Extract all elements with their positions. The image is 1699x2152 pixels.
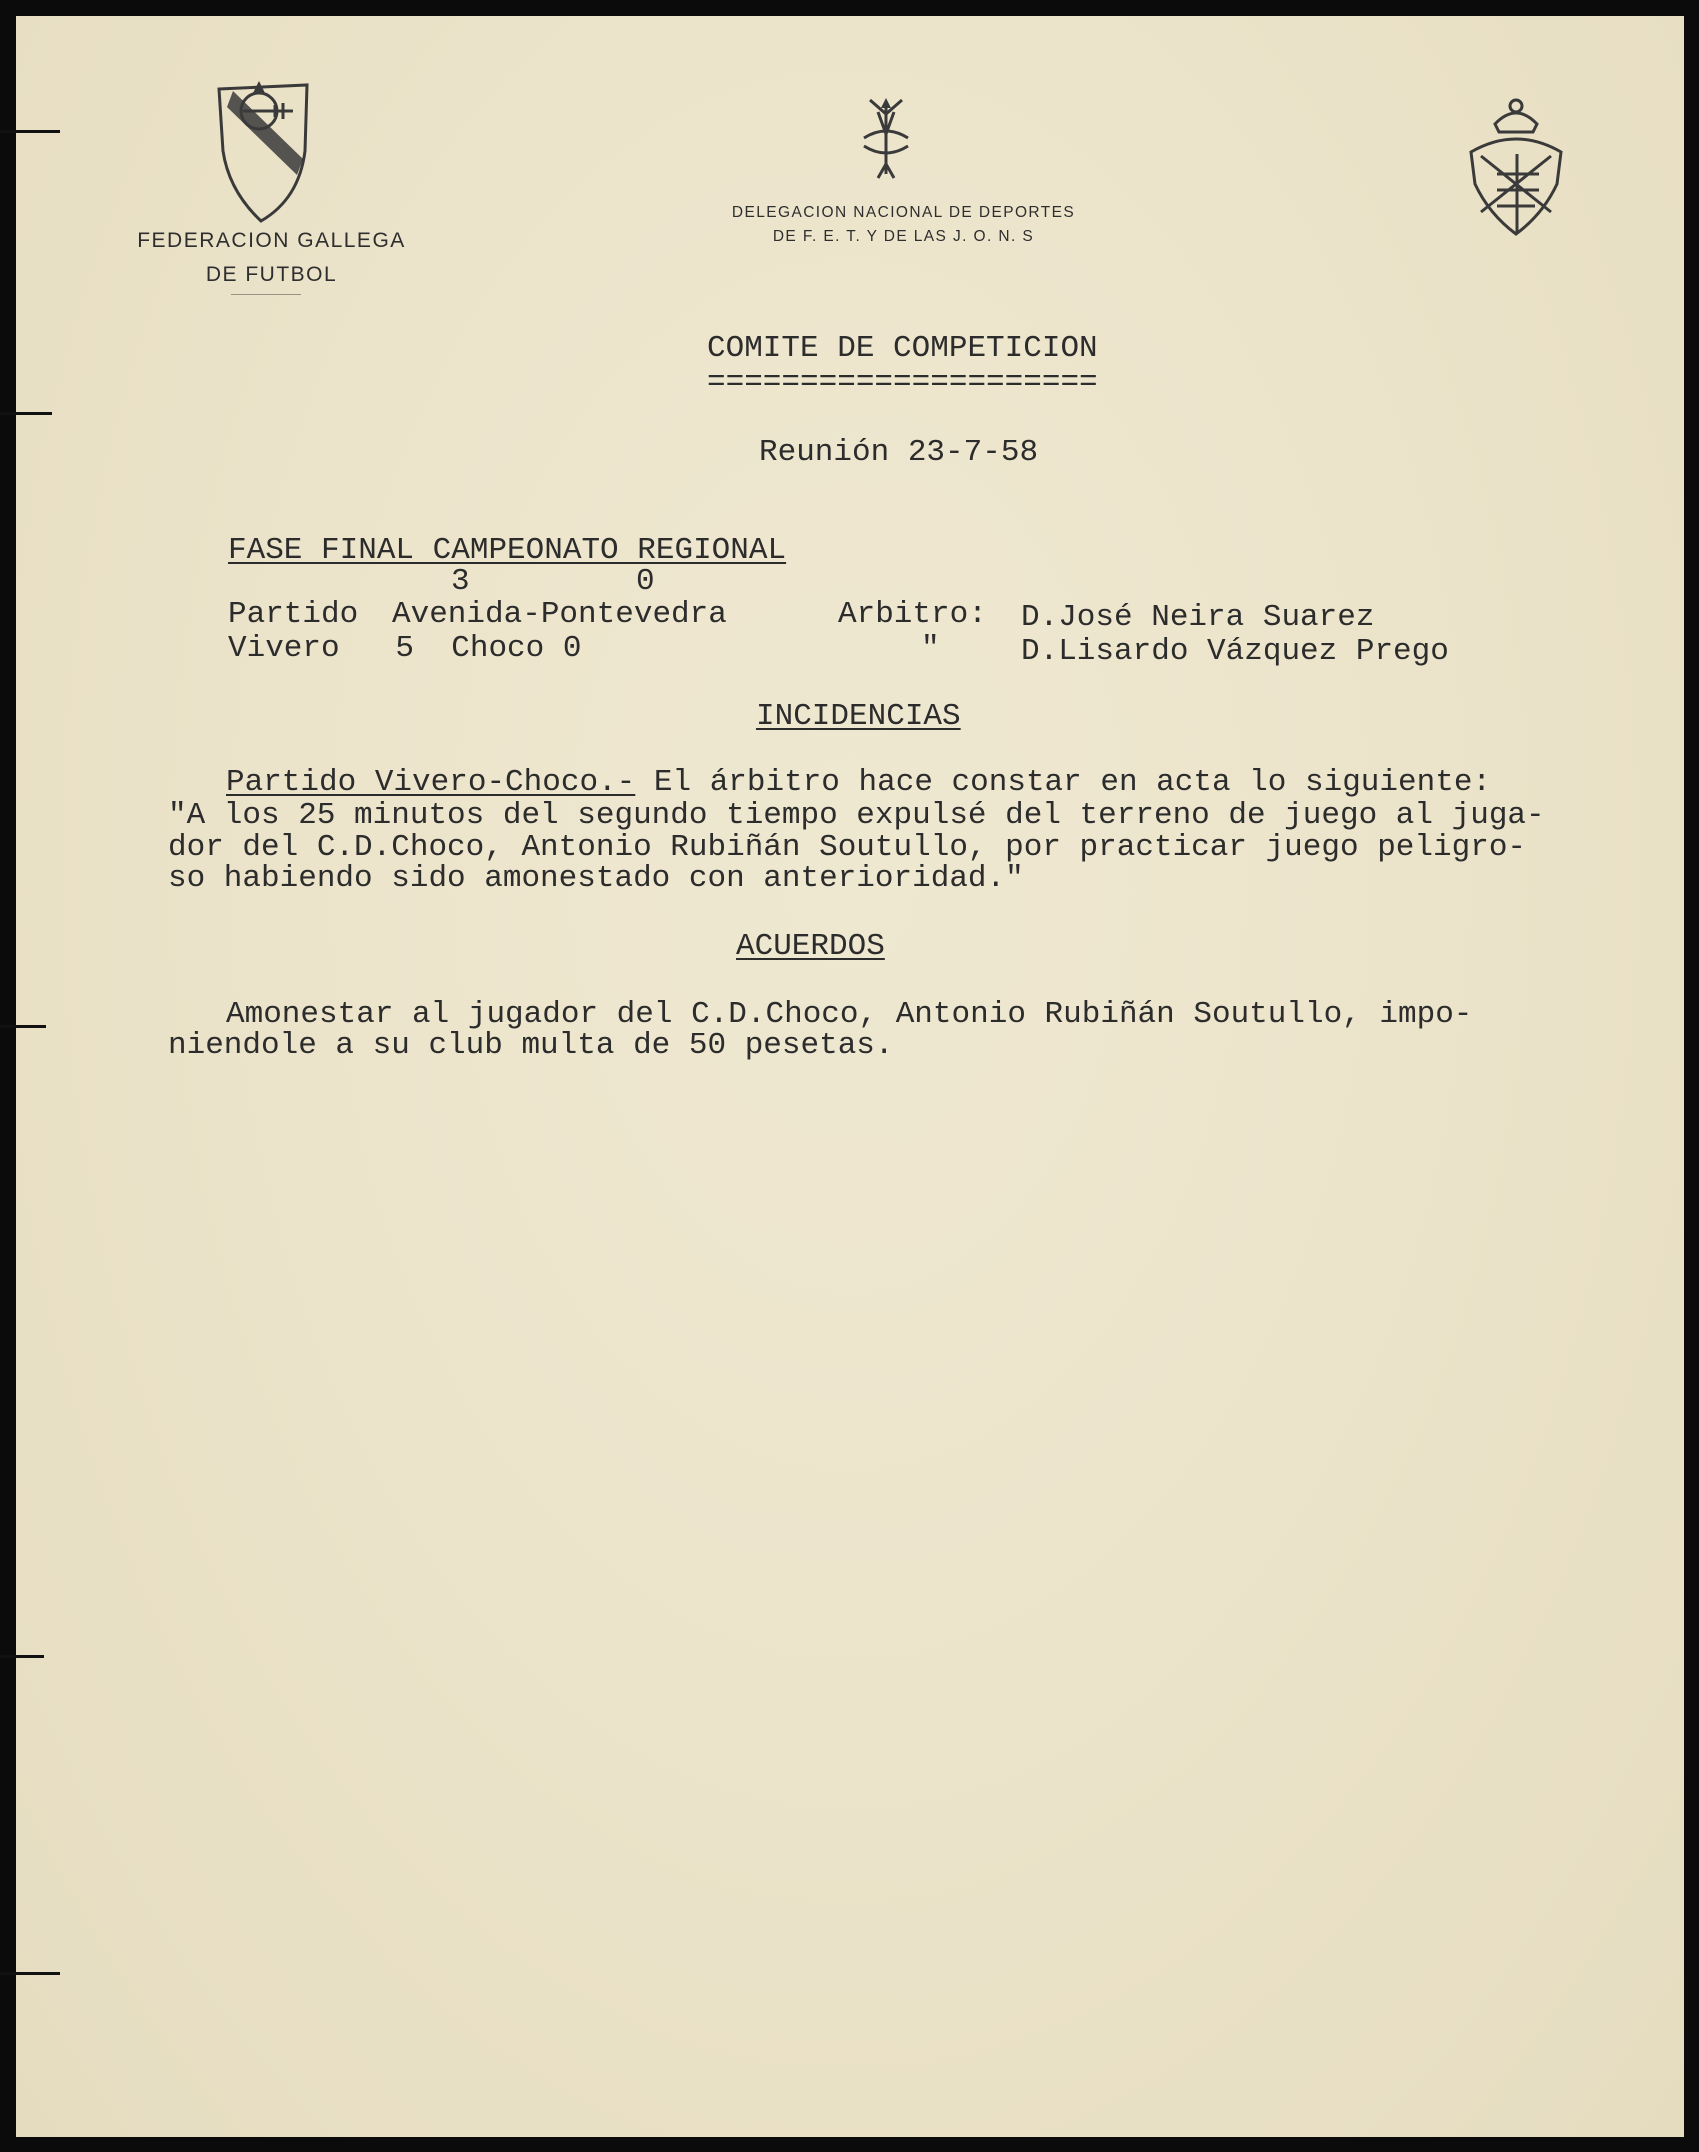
section-heading-fase-final: FASE FINAL CAMPEONATO REGIONAL bbox=[228, 533, 787, 568]
federation-line-2: DE FUTBOL bbox=[205, 263, 338, 286]
edge-tear bbox=[0, 1025, 46, 1028]
edge-tear bbox=[0, 130, 60, 133]
match-2-result: Vivero 5 Choco 0 bbox=[228, 631, 582, 666]
federation-line-1: FEDERACION GALLEGA bbox=[137, 229, 406, 252]
incidencias-line-2: "A los 25 minutos del segundo tiempo expulsé del terreno de juego al juga- bbox=[168, 798, 1545, 833]
score-away: 0 bbox=[636, 564, 655, 599]
incidencias-line-1-text: El árbitro hace constar en acta lo siguiente: bbox=[635, 765, 1492, 800]
referee-1: D.José Neira Suarez bbox=[1021, 600, 1375, 635]
delegation-name bbox=[706, 201, 1101, 249]
incidencias-line-4: so habiendo sido amonestado con anterioridad." bbox=[168, 861, 1024, 896]
delegation-line-2: DE F. E. T. Y DE LAS J. O. N. S bbox=[772, 228, 1035, 245]
edge-tear bbox=[0, 412, 52, 415]
acuerdos-line-1: Amonestar al jugador del C.D.Choco, Antonio Rubiñán Soutullo, impo- bbox=[226, 997, 1473, 1032]
incidencias-paragraph-line-1 bbox=[226, 766, 1491, 799]
edge-tear bbox=[0, 1655, 44, 1658]
edge-tear bbox=[0, 1972, 60, 1975]
section-heading-acuerdos: ACUERDOS bbox=[736, 929, 885, 964]
federation-underline bbox=[231, 294, 301, 295]
section-heading-incidencias: INCIDENCIAS bbox=[756, 699, 961, 734]
crowned-federation-shield-icon bbox=[1461, 84, 1571, 244]
federation-name bbox=[119, 224, 424, 292]
referee-label: Arbitro: bbox=[838, 597, 987, 632]
match-1-teams: Avenida-Pontevedra bbox=[392, 597, 727, 632]
committee-title: COMITE DE COMPETICION bbox=[707, 331, 1098, 366]
delegation-line-1: DELEGACION NACIONAL DE DEPORTES bbox=[731, 204, 1076, 221]
score-home: 3 bbox=[451, 564, 470, 599]
ditto-mark: " bbox=[921, 631, 940, 666]
title-rule: ===================== bbox=[707, 365, 1098, 400]
acuerdos-line-2: niendole a su club multa de 50 pesetas. bbox=[168, 1028, 894, 1063]
match-1-label: Partido bbox=[228, 597, 359, 632]
yoke-and-arrows-icon bbox=[856, 94, 916, 184]
meeting-date: Reunión 23-7-58 bbox=[759, 435, 1039, 470]
incidencias-line-3: dor del C.D.Choco, Antonio Rubiñán Soutullo, por practicar juego peligro- bbox=[168, 830, 1527, 865]
document-page bbox=[16, 16, 1684, 2137]
referee-2: D.Lisardo Vázquez Prego bbox=[1021, 634, 1449, 669]
incidencias-subject: Partido Vivero-Choco.- bbox=[226, 765, 636, 800]
federacion-gallega-shield-icon bbox=[213, 71, 313, 231]
